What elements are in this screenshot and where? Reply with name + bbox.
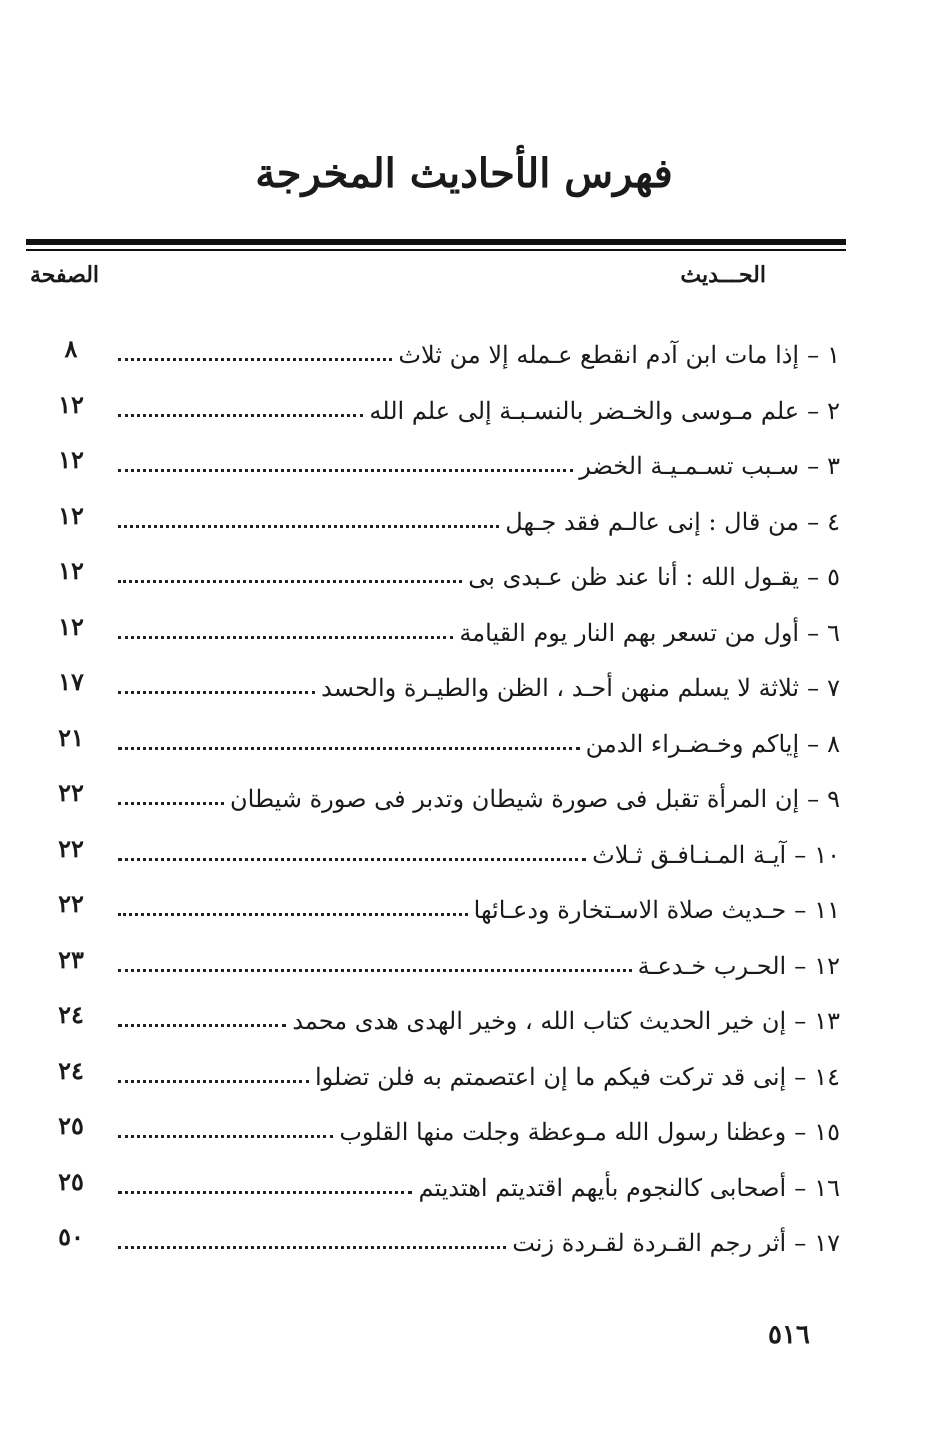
- entry-dash: –: [807, 618, 820, 647]
- entry-title: إذا مات ابن آدم انقطع عـمله إلا من ثلاث: [398, 341, 800, 369]
- entry-title: إياكم وخـضـراء الدمن: [585, 729, 800, 758]
- entry-dash: –: [794, 1229, 807, 1257]
- entry-page: ١٢: [58, 389, 84, 419]
- dot-leader: [118, 969, 632, 972]
- entry-number: ٧: [827, 674, 840, 702]
- entry-title: علم مـوسى والخـضر بالنسـبـة إلى علم الله: [369, 396, 800, 425]
- dot-leader: [118, 1080, 309, 1083]
- entry-title: وعظنا رسول الله مـوعظة وجلت منها القلوب: [339, 1118, 787, 1146]
- dot-leader: [118, 858, 586, 861]
- entry-page: ١٢: [58, 500, 84, 530]
- dot-leader: [118, 636, 453, 639]
- entry-number: ١٣: [814, 1007, 840, 1035]
- entry-title: آيـة المـنـافـق ثـلاث: [592, 840, 787, 869]
- entry-page: ٢٣: [58, 944, 84, 974]
- index-entry: [0, 712, 928, 768]
- header-rule-thick: [26, 239, 846, 245]
- dot-leader: [118, 802, 224, 805]
- entry-dash: –: [807, 507, 820, 536]
- index-entry: [0, 878, 928, 934]
- entry-dash: –: [807, 396, 820, 425]
- entry-title: إنى قد تركت فيكم ما إن اعتصمتم به فلن تضلوا: [314, 1062, 787, 1091]
- index-entry: [0, 490, 928, 546]
- index-entry: [0, 434, 928, 490]
- dot-leader: [118, 525, 499, 528]
- entry-page: ١٢: [58, 556, 84, 585]
- entry-dash: –: [807, 785, 820, 813]
- entry-dash: –: [807, 341, 820, 369]
- index-entry: [0, 934, 928, 990]
- entry-page: ١٧: [58, 667, 84, 696]
- entry-number: ٨: [827, 729, 840, 758]
- entry-number: ١٧: [814, 1229, 840, 1257]
- entry-page: ٢٤: [58, 1055, 84, 1085]
- entry-number: ١٢: [814, 951, 840, 980]
- entry-dash: –: [807, 729, 820, 758]
- entry-page: ١٢: [58, 445, 84, 474]
- index-entry: [0, 323, 928, 379]
- entry-dash: –: [794, 1007, 807, 1035]
- index-entry: [0, 989, 928, 1045]
- entry-title: أثر رجم القـردة لقـردة زنت: [512, 1229, 787, 1257]
- page-title: فهرس الأحاديث المخرجة: [255, 150, 673, 197]
- dot-leader: [118, 691, 315, 694]
- index-entry: [0, 1045, 928, 1101]
- entry-dash: –: [807, 674, 820, 702]
- index-entry: [0, 767, 928, 823]
- dot-leader: [118, 1135, 333, 1138]
- index-entry: [0, 379, 928, 435]
- entry-page: ٢٢: [58, 833, 84, 863]
- index-entries: [0, 323, 928, 1267]
- entry-title: أصحابى كالنجوم بأيهم اقتديتم اهتديتم: [418, 1173, 787, 1202]
- entry-dash: –: [807, 452, 820, 480]
- entry-page: ٢٤: [58, 1000, 84, 1029]
- entry-number: ١٥: [814, 1118, 840, 1146]
- index-entry: [0, 545, 928, 601]
- entry-number: ١١: [814, 896, 840, 924]
- index-entry: [0, 601, 928, 657]
- entry-number: ٢: [827, 396, 840, 425]
- entry-number: ١٠: [814, 840, 840, 869]
- index-entry: [0, 1211, 928, 1267]
- entry-title: سـبب تسـمـيـة الخضر: [579, 452, 800, 480]
- entry-page: ٢٥: [58, 1166, 84, 1196]
- entry-title: ثلاثة لا يسلم منهن أحـد ، الظن والطيـرة والحسد: [321, 674, 800, 702]
- entry-page: ٨: [64, 334, 78, 363]
- dot-leader: [118, 469, 573, 472]
- entry-dash: –: [794, 840, 807, 869]
- entry-number: ١: [827, 341, 840, 369]
- entry-number: ٦: [827, 618, 840, 647]
- entry-title: يقـول الله : أنا عند ظن عـبدى بى: [468, 563, 800, 591]
- entry-page: ٢٢: [58, 889, 84, 918]
- entry-page: ١٢: [58, 611, 84, 641]
- entry-page: ٢٥: [58, 1111, 84, 1140]
- dot-leader: [118, 1246, 506, 1249]
- index-entry: [0, 823, 928, 879]
- entry-title: الحـرب خـدعـة: [637, 951, 787, 980]
- entry-title: إن المرأة تقبل فى صورة شيطان وتدبر فى صورة شيطان: [230, 785, 800, 813]
- dot-leader: [118, 358, 392, 361]
- entry-dash: –: [794, 896, 807, 924]
- index-entry: [0, 656, 928, 712]
- entry-number: ٣: [827, 452, 840, 480]
- page-number: ٥١٦: [768, 1320, 810, 1350]
- entry-title: إن خير الحديث كتاب الله ، وخير الهدى هدى محمد: [292, 1007, 787, 1035]
- dot-leader: [118, 747, 580, 750]
- entry-dash: –: [794, 951, 807, 980]
- index-entry: [0, 1156, 928, 1212]
- dot-leader: [118, 414, 363, 417]
- entry-number: ٤: [827, 507, 840, 536]
- dot-leader: [118, 1024, 286, 1027]
- entry-page: ٢١: [58, 722, 84, 752]
- column-header-hadith: الحـــديث: [680, 262, 766, 288]
- entry-page: ٥٠: [58, 1222, 84, 1251]
- entry-dash: –: [807, 563, 820, 591]
- index-entry: [0, 1100, 928, 1156]
- header-rule-thin: [26, 249, 846, 251]
- dot-leader: [118, 913, 468, 916]
- entry-number: ٥: [827, 563, 840, 591]
- entry-title: من قال : إنى عالـم فقد جـهل: [505, 507, 800, 536]
- entry-number: ٩: [827, 785, 840, 813]
- column-header-page: الصفحة: [30, 262, 100, 288]
- entry-page: ٢٢: [58, 778, 84, 807]
- entry-number: ١٤: [814, 1062, 840, 1091]
- entry-dash: –: [794, 1173, 807, 1202]
- entry-dash: –: [794, 1062, 807, 1091]
- entry-dash: –: [794, 1118, 807, 1146]
- dot-leader: [118, 580, 462, 583]
- entry-title: أول من تسعر بهم النار يوم القيامة: [459, 618, 800, 647]
- entry-number: ١٦: [814, 1173, 840, 1202]
- entry-title: حـديث صلاة الاسـتخارة ودعـائها: [473, 896, 787, 924]
- dot-leader: [118, 1191, 412, 1194]
